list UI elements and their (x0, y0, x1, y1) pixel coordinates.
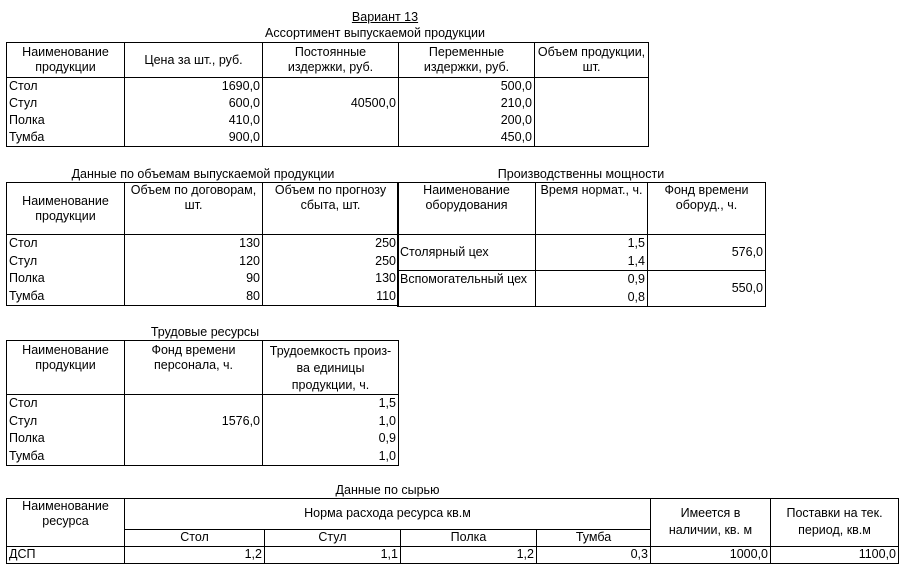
forecast-volume-value: 130 (375, 271, 396, 285)
volume-table (6, 182, 399, 306)
norm-value: 0,3 (537, 546, 651, 563)
price-list (125, 78, 263, 147)
labor-intensity-value: 1,0 (378, 413, 396, 428)
price-value: 900,0 (228, 130, 260, 144)
product-name: Полка (9, 431, 45, 445)
norm-time-value: 1,5 (627, 236, 645, 250)
forecast-volume-value: 250 (375, 236, 396, 250)
header-equipment-name: Наименование оборудования (398, 183, 536, 235)
header-norm: Норма расхода ресурса кв.м (125, 499, 651, 530)
contract-volume-list (125, 235, 263, 306)
product-name: Тумба (9, 130, 45, 144)
product-name: Стол (9, 236, 38, 250)
labor-intensity-value: 1,0 (378, 448, 396, 463)
header-supply: Поставки на тек. период, кв.м (771, 499, 899, 547)
product-list (7, 395, 125, 466)
product-name: Тумба (9, 448, 45, 463)
header-product-name: Наименование продукции (7, 183, 125, 235)
norm-time-list (536, 235, 648, 271)
variable-costs-list (399, 78, 535, 147)
fixed-costs-value: 40500,0 (350, 96, 396, 110)
header-variable-costs: Переменные издержки, руб. (399, 43, 535, 78)
norm-column-header: Полка (401, 529, 537, 546)
product-name: Стул (9, 253, 38, 268)
resource-name: ДСП (7, 546, 125, 563)
variable-cost-value: 450,0 (500, 130, 532, 144)
header-time-fund: Фонд времени оборуд., ч. (648, 183, 766, 235)
norm-value: 1,1 (265, 546, 401, 563)
norm-column-header: Тумба (537, 529, 651, 546)
volume-table-title: Данные по объемам выпускаемой продукции (71, 167, 335, 181)
product-list (7, 235, 125, 306)
labor-table (6, 340, 399, 466)
contract-volume-value: 130 (239, 236, 260, 250)
norm-value: 1,2 (401, 546, 537, 563)
product-name: Стул (9, 413, 38, 428)
header-fixed-costs: Постоянные издержки, руб. (263, 43, 399, 78)
variable-cost-value: 500,0 (500, 79, 532, 93)
header-production-volume: Объем продукции, шт. (535, 43, 649, 78)
equipment-name: Вспомогательный цех (398, 271, 536, 307)
product-name: Стул (9, 96, 38, 110)
labor-table-title: Трудовые ресурсы (150, 325, 260, 339)
header-resource-top (7, 499, 125, 530)
available-value: 1000,0 (651, 546, 771, 563)
norm-time-value: 0,9 (627, 272, 645, 286)
product-name: Стол (9, 396, 38, 410)
product-list (7, 78, 125, 147)
contract-volume-value: 120 (239, 253, 260, 268)
header-norm-time: Время нормат., ч. (536, 183, 648, 235)
materials-table-title: Данные по сырью (335, 483, 440, 497)
norm-value: 1,2 (125, 546, 265, 563)
staff-fund-value: 1576,0 (221, 413, 260, 428)
header-product-name: Наименование продукции (7, 43, 125, 78)
variable-cost-value: 200,0 (500, 113, 532, 127)
capacity-table-title: Производственны мощности (497, 167, 665, 181)
supply-value: 1100,0 (771, 546, 899, 563)
labor-intensity-list (263, 395, 399, 466)
product-name: Полка (9, 271, 45, 285)
norm-column-header: Стол (125, 529, 265, 546)
assortment-table (6, 42, 649, 147)
header-product-name: Наименование продукции (7, 341, 125, 395)
fixed-costs-cell (263, 78, 399, 147)
header-labor-intensity: Трудоемкость произ-ва единицы продукции, ч. (263, 341, 399, 395)
assortment-table-title: Ассортимент выпускаемой продукции (265, 26, 485, 40)
product-name: Тумба (9, 288, 45, 303)
header-price: Цена за шт., руб. (125, 43, 263, 78)
capacity-table (397, 182, 766, 307)
time-fund-value: 576,0 (648, 235, 766, 271)
forecast-volume-value: 250 (375, 253, 396, 268)
forecast-volume-list (263, 235, 399, 306)
price-value: 1690,0 (221, 79, 260, 93)
forecast-volume-value: 110 (376, 288, 396, 303)
norm-column-header: Стул (265, 529, 401, 546)
variant-title: Вариант 13 (351, 10, 419, 24)
norm-time-value: 0,8 (627, 289, 645, 304)
equipment-name: Столярный цех (398, 235, 536, 271)
header-resource: Наименование ресурса (22, 499, 109, 528)
labor-intensity-value: 0,9 (378, 431, 396, 445)
price-value: 410,0 (228, 113, 260, 127)
contract-volume-value: 90 (246, 271, 260, 285)
contract-volume-value: 80 (246, 288, 260, 303)
price-value: 600,0 (228, 96, 260, 110)
materials-table (6, 498, 899, 564)
production-volume-cell[interactable] (535, 78, 649, 147)
header-available: Имеется в наличии, кв. м (651, 499, 771, 547)
product-name: Полка (9, 113, 45, 127)
product-name: Стол (9, 79, 38, 93)
header-contract-volume: Объем по договорам, шт. (125, 183, 263, 235)
header-staff-fund: Фонд времени персонала, ч. (125, 341, 263, 395)
variable-cost-value: 210,0 (500, 96, 532, 110)
norm-time-list (536, 271, 648, 307)
staff-fund-cell (125, 395, 263, 466)
time-fund-value: 550,0 (648, 271, 766, 307)
norm-time-value: 1,4 (627, 253, 645, 268)
header-forecast-volume: Объем по прогнозу сбыта, шт. (263, 183, 399, 235)
labor-intensity-value: 1,5 (378, 396, 396, 410)
